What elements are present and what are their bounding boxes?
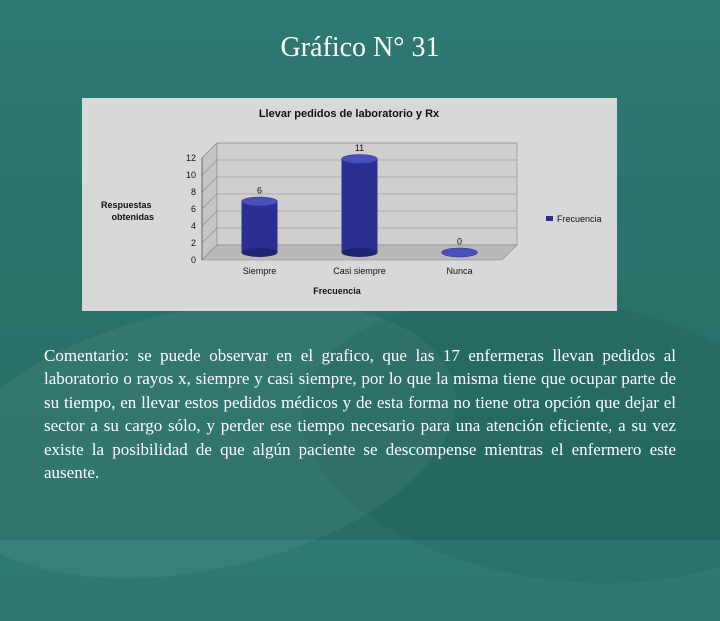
- data-label: 6: [256, 185, 263, 196]
- y-tick-label: 10: [185, 170, 196, 180]
- y-tick-label: 12: [185, 153, 196, 163]
- bar-base: [242, 248, 278, 257]
- bar-base: [342, 248, 378, 257]
- chart-canvas: [82, 98, 617, 311]
- y-tick-label: 0: [190, 255, 196, 265]
- comment-paragraph: Comentario: se puede observar en el grafico, que las 17 enfermeras llevan pedidos al laboratorio o rayos x, siempre y casi siempre, por lo que la misma tiene que ocupar parte de su tiempo, en llevar estos pedidos médicos y de esta forma no tiene otra opción que dejar el sector a su cargo sólo, y perder ese tiempo necesario para una atención eficiente, a su vez existe la posibilidad de que algún paciente se descompense mientras el enfermero este ausente.: [44, 346, 676, 483]
- bar: [242, 202, 278, 253]
- bar: [342, 159, 378, 253]
- x-tick-label: Nunca: [446, 266, 473, 276]
- data-label: 0: [456, 236, 463, 247]
- y-axis-label: Respuestas obtenidas: [100, 200, 154, 222]
- x-tick-label: Casi siempre: [333, 266, 386, 276]
- data-label: 11: [354, 143, 365, 153]
- x-tick-label: Siempre: [242, 266, 277, 276]
- bar-chart: [82, 98, 617, 311]
- y-tick-label: 4: [190, 221, 196, 231]
- bar-top: [342, 155, 378, 164]
- y-tick-label: 6: [190, 204, 196, 214]
- legend: [546, 214, 602, 224]
- chart-title: Llevar pedidos de laboratorio y Rx: [258, 108, 440, 120]
- y-tick-label: 2: [190, 238, 196, 248]
- slide-title: Gráfico N° 31: [280, 32, 440, 63]
- legend-swatch: [546, 216, 553, 221]
- legend-label: Frecuencia: [557, 214, 602, 224]
- bar-top: [242, 197, 278, 206]
- bar-top: [442, 248, 478, 257]
- y-tick-label: 8: [190, 187, 196, 197]
- x-axis-label: Frecuencia: [313, 286, 361, 296]
